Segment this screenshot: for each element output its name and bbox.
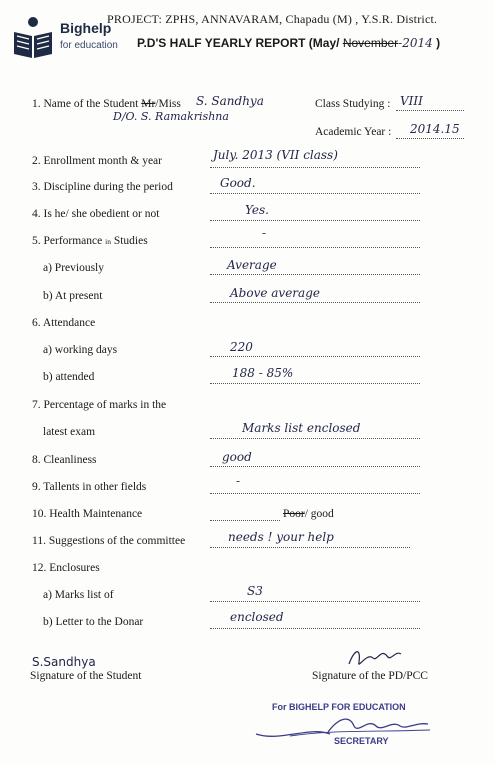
student-signature-label: Signature of the Student (30, 670, 142, 682)
q12-label: 12. Enclosures (32, 562, 100, 574)
q4-label: 4. Is he/ she obedient or not (32, 208, 160, 220)
class-label: Class Studying : (315, 98, 391, 110)
q7-label-2: latest exam (43, 426, 96, 438)
q12a-value: S3 (247, 584, 263, 598)
q2-value: July. 2013 (VII class) (213, 148, 338, 162)
q11-value: needs ! your help (228, 530, 334, 544)
report-title-struck: November (342, 36, 399, 50)
q11-label: 11. Suggestions of the committee (32, 535, 186, 547)
q12b-label: b) Letter to the Donar (43, 616, 144, 628)
q5b-dots (210, 302, 420, 303)
year-value: 2014.15 (410, 122, 460, 136)
q3-dots (210, 193, 420, 194)
q6b-value: 188 - 85% (232, 366, 294, 380)
q7-dots (210, 438, 420, 439)
q3-value: Good. (220, 176, 256, 190)
q11-dots (210, 547, 410, 548)
q6-label: 6. Attendance (32, 317, 96, 329)
report-title-year: -2014 (398, 36, 433, 50)
q3-label: 3. Discipline during the period (32, 181, 173, 193)
book-person-icon (10, 14, 56, 62)
q6b-dots (210, 383, 420, 384)
q8-label: 8. Cleanliness (32, 454, 97, 466)
logo-tagline: for education (60, 40, 118, 51)
q5a-value: Average (227, 258, 277, 272)
year-dots (396, 138, 464, 139)
q5a-dots (210, 274, 420, 275)
q6a-label: a) working days (43, 344, 118, 356)
stamp-line-1: For BIGHELP FOR EDUCATION (272, 702, 406, 712)
report-title (137, 36, 440, 50)
q1-label: 1. Name of the Student Mr/Miss (32, 98, 181, 110)
q5b-label: b) At present (43, 290, 103, 302)
q9-value: - (236, 474, 241, 488)
year-label: Academic Year : (315, 126, 392, 138)
pd-signature-label: Signature of the PD/PCC (312, 670, 428, 682)
q4-value: Yes. (245, 203, 269, 217)
logo-name: Bighelp (60, 20, 112, 36)
q5-value: - (262, 226, 267, 240)
report-title-prefix: P.D'S HALF YEARLY REPORT (May/ (137, 36, 340, 50)
q10-value: Poor/ good (283, 508, 334, 520)
q1-sub-value: D/O. S. Ramakrishna (113, 110, 229, 123)
q7-value: Marks list enclosed (242, 421, 361, 435)
class-value: VIII (400, 94, 423, 108)
q9-label: 9. Tallents in other fields (32, 481, 147, 493)
q12a-label: a) Marks list of (43, 589, 114, 601)
stamp-line-2: SECRETARY (334, 736, 389, 746)
q8-value: good (222, 450, 252, 464)
q1-value: S. Sandhya (196, 94, 264, 108)
q12b-dots (210, 628, 420, 629)
q2-dots (210, 167, 420, 168)
q5a-label: a) Previously (43, 262, 105, 274)
q7-label: 7. Percentage of marks in the (32, 399, 167, 411)
report-title-suffix: ) (436, 36, 441, 50)
q5-dots (210, 247, 420, 248)
q12a-dots (210, 601, 420, 602)
q2-label: 2. Enrollment month & year (32, 155, 162, 167)
q10-dots (210, 520, 280, 521)
q4-dots (210, 220, 420, 221)
q9-dots (210, 493, 420, 494)
project-line: PROJECT: ZPHS, ANNAVARAM, Chapadu (M) , Y.S.R. District. (107, 12, 438, 26)
q10-label: 10. Health Maintenance (32, 508, 143, 520)
q5-label: 5. Performance in Studies (32, 235, 148, 247)
class-dots (396, 110, 464, 111)
q6a-value: 220 (230, 340, 253, 354)
q1-mr-struck: Mr (141, 98, 156, 110)
q8-dots (210, 466, 420, 467)
q6b-label: b) attended (43, 371, 95, 383)
q12b-value: enclosed (230, 610, 284, 624)
q6a-dots (210, 356, 420, 357)
student-signature: S.Sandhya (32, 655, 96, 669)
q5b-value: Above average (230, 286, 320, 300)
